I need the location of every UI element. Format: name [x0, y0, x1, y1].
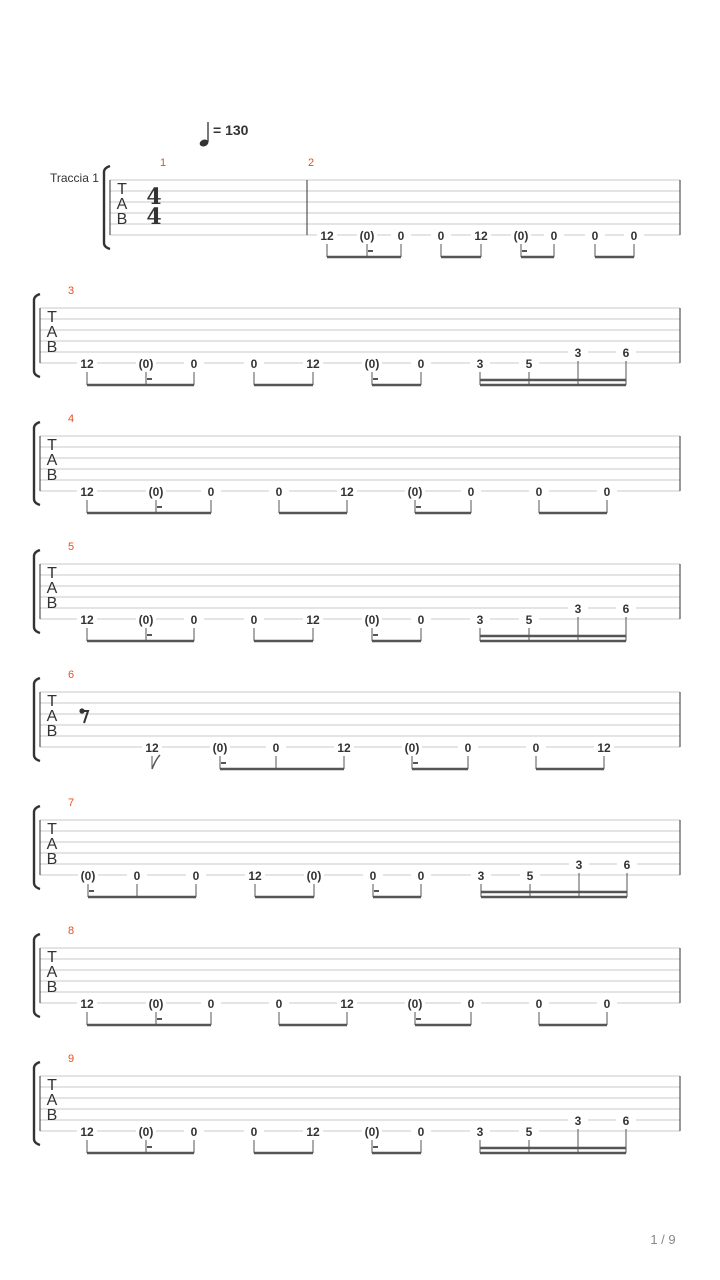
- tab-clef-letter: A: [46, 580, 58, 597]
- fret-number: 0: [437, 229, 445, 243]
- measure-number: 9: [68, 1053, 75, 1065]
- fret-number: 12: [80, 613, 94, 627]
- tab-clef-letter: B: [46, 339, 58, 356]
- fret-number: 0: [275, 997, 283, 1011]
- fret-number: 12: [80, 357, 94, 371]
- fret-number: 12: [80, 997, 94, 1011]
- fret-number: 0: [250, 613, 258, 627]
- system-bracket: [104, 166, 110, 249]
- tab-clef-letter: A: [46, 964, 58, 981]
- fret-number: 12: [474, 229, 488, 243]
- fret-number: 12: [80, 485, 94, 499]
- fret-number: 0: [272, 741, 280, 755]
- system-measure-9: [34, 1053, 680, 1153]
- fret-number: 6: [622, 346, 630, 360]
- measure-number: 5: [68, 541, 75, 553]
- measure-number: 6: [68, 669, 75, 681]
- tab-clef-letter: B: [46, 851, 58, 868]
- tab-clef-letter: A: [116, 196, 128, 213]
- fret-number: 6: [622, 1114, 630, 1128]
- fret-number: 12: [340, 997, 354, 1011]
- fret-number: (0): [407, 997, 423, 1011]
- fret-number: 12: [306, 613, 320, 627]
- fret-number: 6: [623, 858, 631, 872]
- fret-number: 0: [550, 229, 558, 243]
- tab-clef-letter: A: [46, 1092, 58, 1109]
- tab-clef-letter: T: [47, 949, 57, 966]
- system-measure-5: [34, 541, 680, 641]
- tempo-value: = 130: [213, 122, 249, 138]
- fret-number: (0): [138, 613, 154, 627]
- tab-clef-letter: T: [47, 1077, 57, 1094]
- fret-number: 0: [603, 485, 611, 499]
- fret-number: 0: [190, 357, 198, 371]
- fret-number: 0: [464, 741, 472, 755]
- tab-clef-letter: A: [46, 708, 58, 725]
- fret-number: (0): [138, 357, 154, 371]
- fret-number: (0): [306, 869, 322, 883]
- system-bracket: [34, 678, 40, 761]
- fret-number: 12: [337, 741, 351, 755]
- time-signature-bottom: 4: [146, 204, 162, 230]
- measure-number: 3: [68, 285, 75, 297]
- tab-clef-letter: A: [46, 324, 58, 341]
- fret-number: (0): [364, 613, 380, 627]
- system-measure-3: [34, 285, 680, 385]
- tab-clef-letter: B: [46, 1107, 58, 1124]
- system-measure-4: [34, 413, 680, 513]
- measure-number: 2: [307, 157, 315, 169]
- tab-clef-letter: T: [47, 693, 57, 710]
- fret-number: (0): [212, 741, 228, 755]
- fret-number: 6: [622, 602, 630, 616]
- fret-number: 0: [207, 485, 215, 499]
- system-measures-1-2: [104, 157, 680, 257]
- fret-number: 0: [417, 613, 425, 627]
- fret-number: (0): [364, 357, 380, 371]
- tab-clef-letter: A: [46, 836, 58, 853]
- fret-number: 3: [477, 869, 485, 883]
- system-bracket: [34, 550, 40, 633]
- system-bracket: [34, 1062, 40, 1145]
- fret-number: 3: [575, 858, 583, 872]
- fret-number: 0: [207, 997, 215, 1011]
- fret-number: 0: [190, 613, 198, 627]
- fret-number: (0): [513, 229, 529, 243]
- page-number: 1 / 9: [650, 1232, 676, 1247]
- fret-number: 12: [248, 869, 262, 883]
- fret-number: 5: [525, 1125, 533, 1139]
- measure-number: 7: [68, 797, 75, 809]
- fret-number: 0: [397, 229, 405, 243]
- tab-clef-letter: B: [46, 467, 58, 484]
- system-bracket: [34, 294, 40, 377]
- tab-clef-letter: B: [46, 595, 58, 612]
- fret-number: (0): [404, 741, 420, 755]
- fret-number: (0): [407, 485, 423, 499]
- fret-number: 0: [532, 741, 540, 755]
- fret-number: 0: [603, 997, 611, 1011]
- fret-number: 0: [190, 1125, 198, 1139]
- tab-clef-letter: B: [46, 723, 58, 740]
- tab-clef-letter: A: [46, 452, 58, 469]
- fret-number: (0): [148, 485, 164, 499]
- fret-number: 0: [467, 485, 475, 499]
- note-flag: [152, 755, 160, 769]
- fret-number: 0: [591, 229, 599, 243]
- fret-number: 12: [145, 741, 159, 755]
- fret-number: (0): [80, 869, 96, 883]
- tab-clef-letter: T: [47, 437, 57, 454]
- fret-number: 0: [250, 357, 258, 371]
- measure-number: 8: [68, 925, 75, 937]
- fret-number: 0: [417, 869, 425, 883]
- fret-number: 12: [597, 741, 611, 755]
- fret-number: 12: [320, 229, 334, 243]
- fret-number: 0: [535, 997, 543, 1011]
- fret-number: 0: [467, 997, 475, 1011]
- system-measure-7: [34, 797, 680, 897]
- fret-number: 0: [417, 1125, 425, 1139]
- fret-number: 5: [526, 869, 534, 883]
- fret-number: 0: [133, 869, 141, 883]
- tab-clef-letter: T: [117, 181, 127, 198]
- fret-number: (0): [359, 229, 375, 243]
- fret-number: 0: [250, 1125, 258, 1139]
- time-signature-top: 4: [146, 184, 162, 210]
- fret-number: 5: [525, 613, 533, 627]
- track-name: Traccia 1: [50, 171, 99, 185]
- system-bracket: [34, 422, 40, 505]
- tab-clef-letter: T: [47, 309, 57, 326]
- measure-number: 4: [68, 413, 75, 425]
- fret-number: 12: [306, 1125, 320, 1139]
- fret-number: 12: [340, 485, 354, 499]
- fret-number: 0: [417, 357, 425, 371]
- fret-number: 0: [630, 229, 638, 243]
- fret-number: 3: [574, 346, 582, 360]
- fret-number: 12: [306, 357, 320, 371]
- fret-number: 3: [476, 613, 484, 627]
- fret-number: 0: [275, 485, 283, 499]
- tempo-marking: [199, 122, 249, 148]
- tab-clef-letter: B: [46, 979, 58, 996]
- fret-number: (0): [364, 1125, 380, 1139]
- fret-number: 5: [525, 357, 533, 371]
- system-bracket: [34, 934, 40, 1017]
- fret-number: (0): [148, 997, 164, 1011]
- system-measure-6: [34, 669, 680, 769]
- fret-number: 0: [535, 485, 543, 499]
- fret-number: 3: [574, 1114, 582, 1128]
- fret-number: 3: [476, 1125, 484, 1139]
- fret-number: 3: [476, 357, 484, 371]
- tab-clef-letter: T: [47, 821, 57, 838]
- fret-number: 3: [574, 602, 582, 616]
- fret-number: 12: [80, 1125, 94, 1139]
- fret-number: (0): [138, 1125, 154, 1139]
- tab-clef-letter: B: [116, 211, 128, 228]
- system-measure-8: [34, 925, 680, 1025]
- fret-number: 0: [192, 869, 200, 883]
- measure-number: 1: [159, 157, 167, 169]
- fret-number: 0: [369, 869, 377, 883]
- system-bracket: [34, 806, 40, 889]
- tab-clef-letter: T: [47, 565, 57, 582]
